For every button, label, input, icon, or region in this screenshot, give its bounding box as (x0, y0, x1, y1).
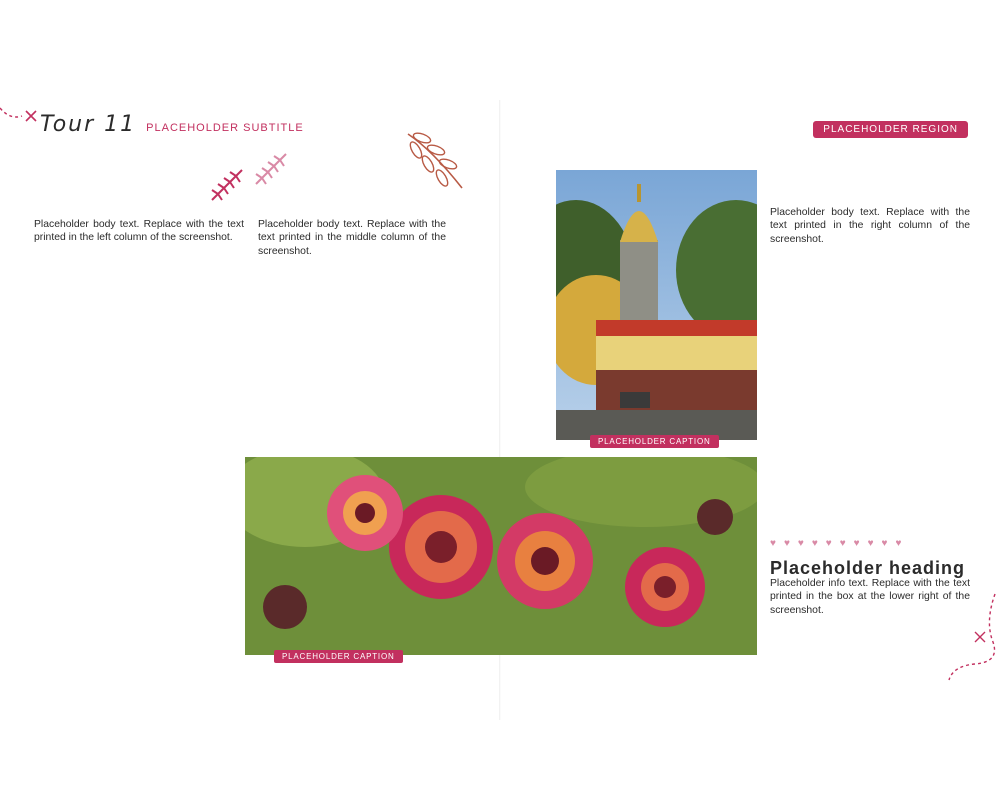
body-column-2 (258, 218, 446, 258)
heart-row-decoration (770, 538, 901, 549)
heart-icon: ♥ (783, 538, 790, 549)
tour-label: Tour 11 (40, 112, 137, 137)
heart-icon: ♥ (867, 538, 874, 549)
body-text: Placeholder body text. Replace with the text printed in the right column of the screenshot. (770, 207, 970, 245)
heart-icon: ♥ (881, 538, 888, 549)
chapter-heading (40, 112, 304, 137)
heart-icon: ♥ (811, 538, 818, 549)
infos-heading: Placeholder heading (770, 558, 966, 578)
region-tag: PLACEHOLDER REGION (813, 121, 968, 138)
dashed-swirl-decoration (945, 592, 1000, 684)
photo-caption: PLACEHOLDER CAPTION (274, 650, 403, 663)
heart-icon: ♥ (770, 538, 776, 549)
body-column-3 (770, 206, 970, 246)
leaf-icon (252, 148, 292, 188)
flowers-photo (245, 457, 757, 655)
leaf-icon (208, 164, 248, 204)
body-text: Placeholder body text. Replace with the text printed in the left column of the screenshot. (34, 219, 244, 244)
body-text: Placeholder body text. Replace with the text printed in the middle column of the screenshot. (258, 219, 446, 257)
heart-icon: ♥ (895, 538, 902, 549)
heart-icon: ♥ (853, 538, 860, 549)
photo-caption: PLACEHOLDER CAPTION (590, 435, 719, 448)
branch-icon (402, 130, 468, 194)
heart-icon: ♥ (839, 538, 846, 549)
infos-text: Placeholder info text. Replace with the text printed in the box at the lower right of the screenshot. (770, 578, 970, 616)
heart-icon: ♥ (797, 538, 804, 549)
body-column-1 (34, 218, 244, 245)
tour-subtitle: PLACEHOLDER SUBTITLE (146, 122, 304, 134)
tower-photo (556, 170, 757, 440)
heart-icon: ♥ (825, 538, 832, 549)
